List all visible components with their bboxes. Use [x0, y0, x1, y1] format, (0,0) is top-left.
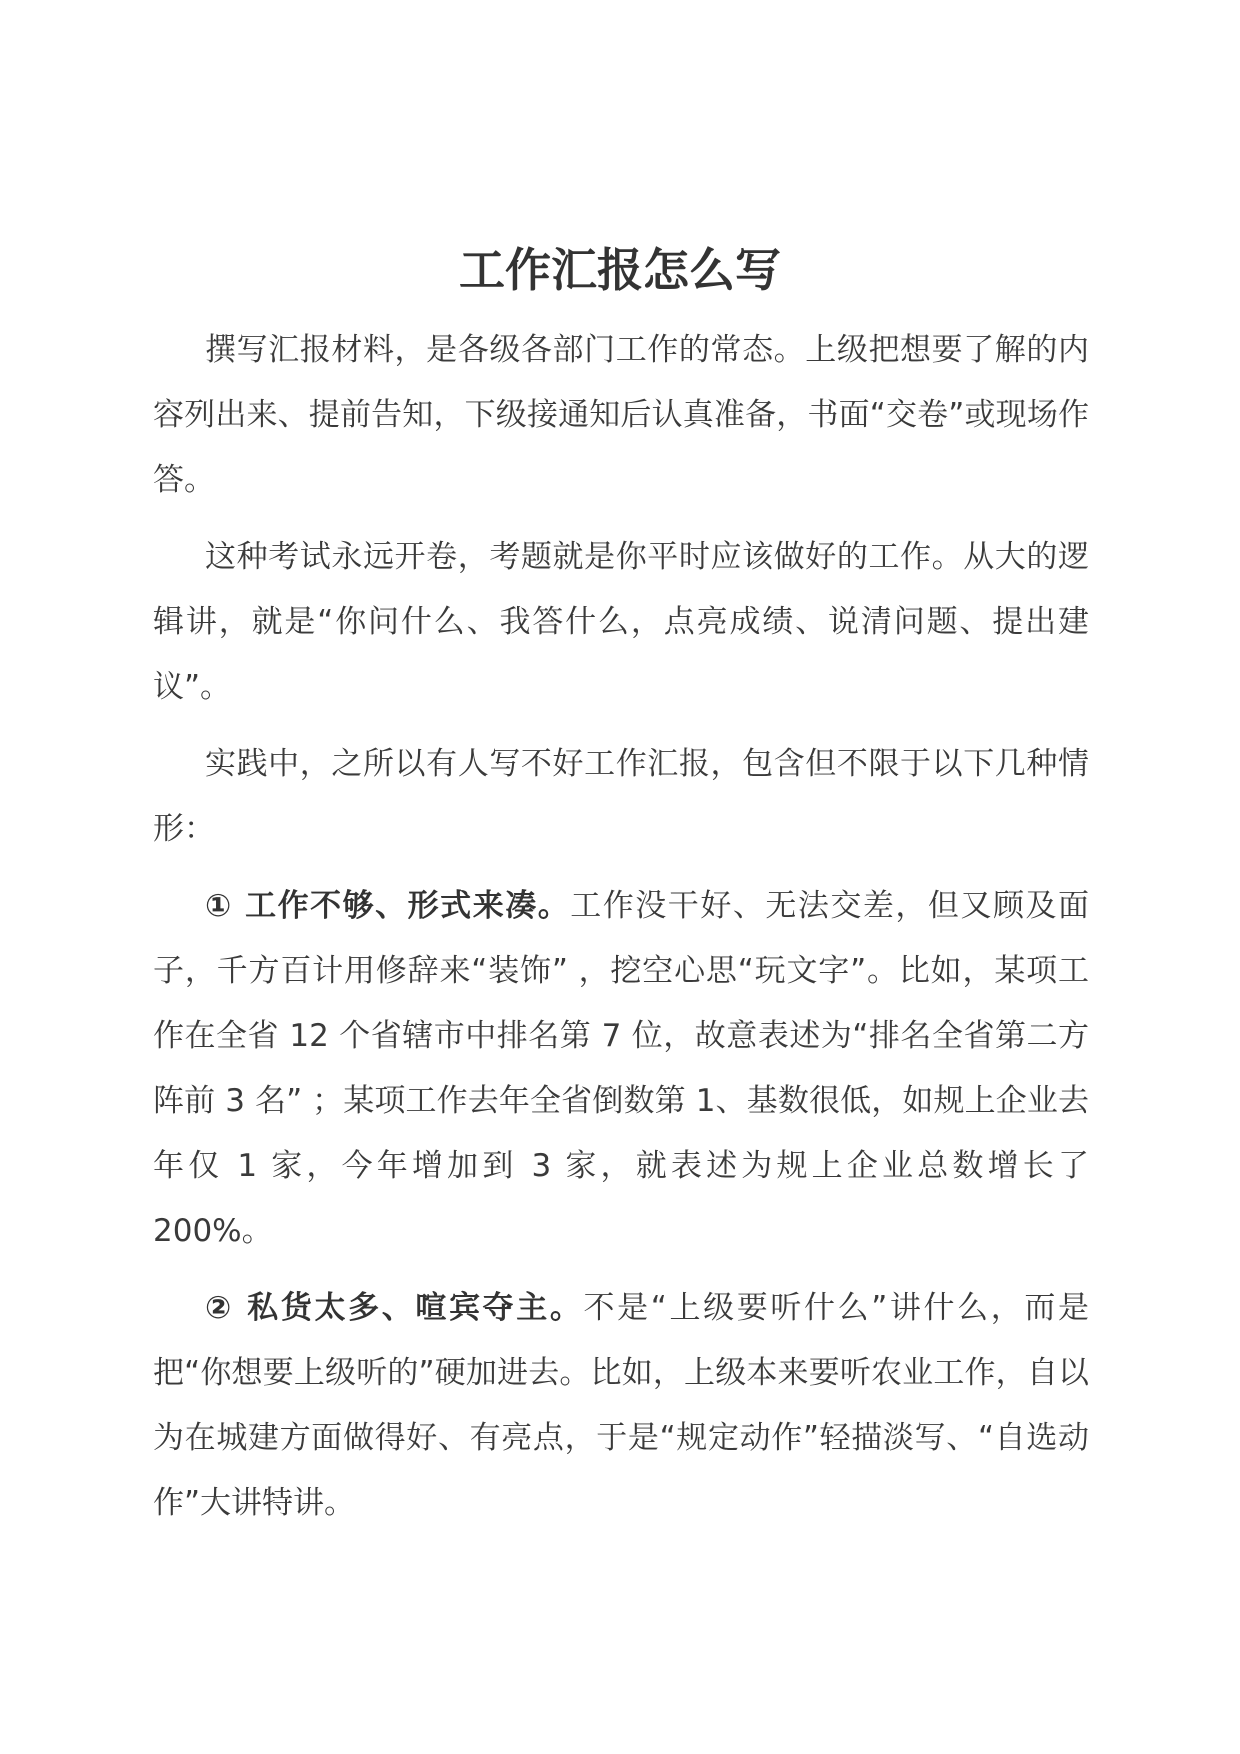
paragraph-1 [153, 318, 1089, 513]
paragraph-5 [153, 1276, 1089, 1536]
paragraph-text: 工作没干好、无法交差，但又顾及面子，千方百计用修辞来“装饰” ，挖空心思“玩文字”。比如，某项工作在全省 12 个省辖市中排名第 7 位，故意表述为“排名全省第二方阵前 3 名” ；某项工作去年全省倒数第 1、基数很低，如规上企业去年仅 1 家，今年增加到 3 家，就表述为规上企业总数增长了 200%。 [153, 888, 1090, 1249]
document-body [153, 318, 1089, 1548]
paragraph-text: 实践中，之所以有人写不好工作汇报，包含但不限于以下几种情形： [153, 746, 1089, 847]
paragraph-text: 这种考试永远开卷，考题就是你平时应该做好的工作。从大的逻辑讲，就是“你问什么、我答什么，点亮成绩、说清问题、提出建议”。 [153, 539, 1089, 705]
document-title: 工作汇报怎么写 [459, 243, 781, 297]
paragraph-4 [153, 874, 1089, 1264]
paragraph-text: 不是“上级要听什么”讲什么，而是把“你想要上级听的”硬加进去。比如，上级本来要听农业工作，自以为在城建方面做得好、有亮点，于是“规定动作”轻描淡写、“自选动作”大讲特讲。 [153, 1290, 1089, 1521]
paragraph-3 [153, 732, 1089, 862]
paragraph-lead: ① 工作不够、形式来凑。 [205, 888, 571, 924]
paragraph-lead: ② 私货太多、喧宾夺主。 [205, 1290, 584, 1326]
paragraph-text: 撰写汇报材料，是各级各部门工作的常态。上级把想要了解的内容列出来、提前告知，下级接通知后认真准备，书面“交卷”或现场作答。 [153, 332, 1089, 498]
paragraph-2 [153, 525, 1089, 720]
